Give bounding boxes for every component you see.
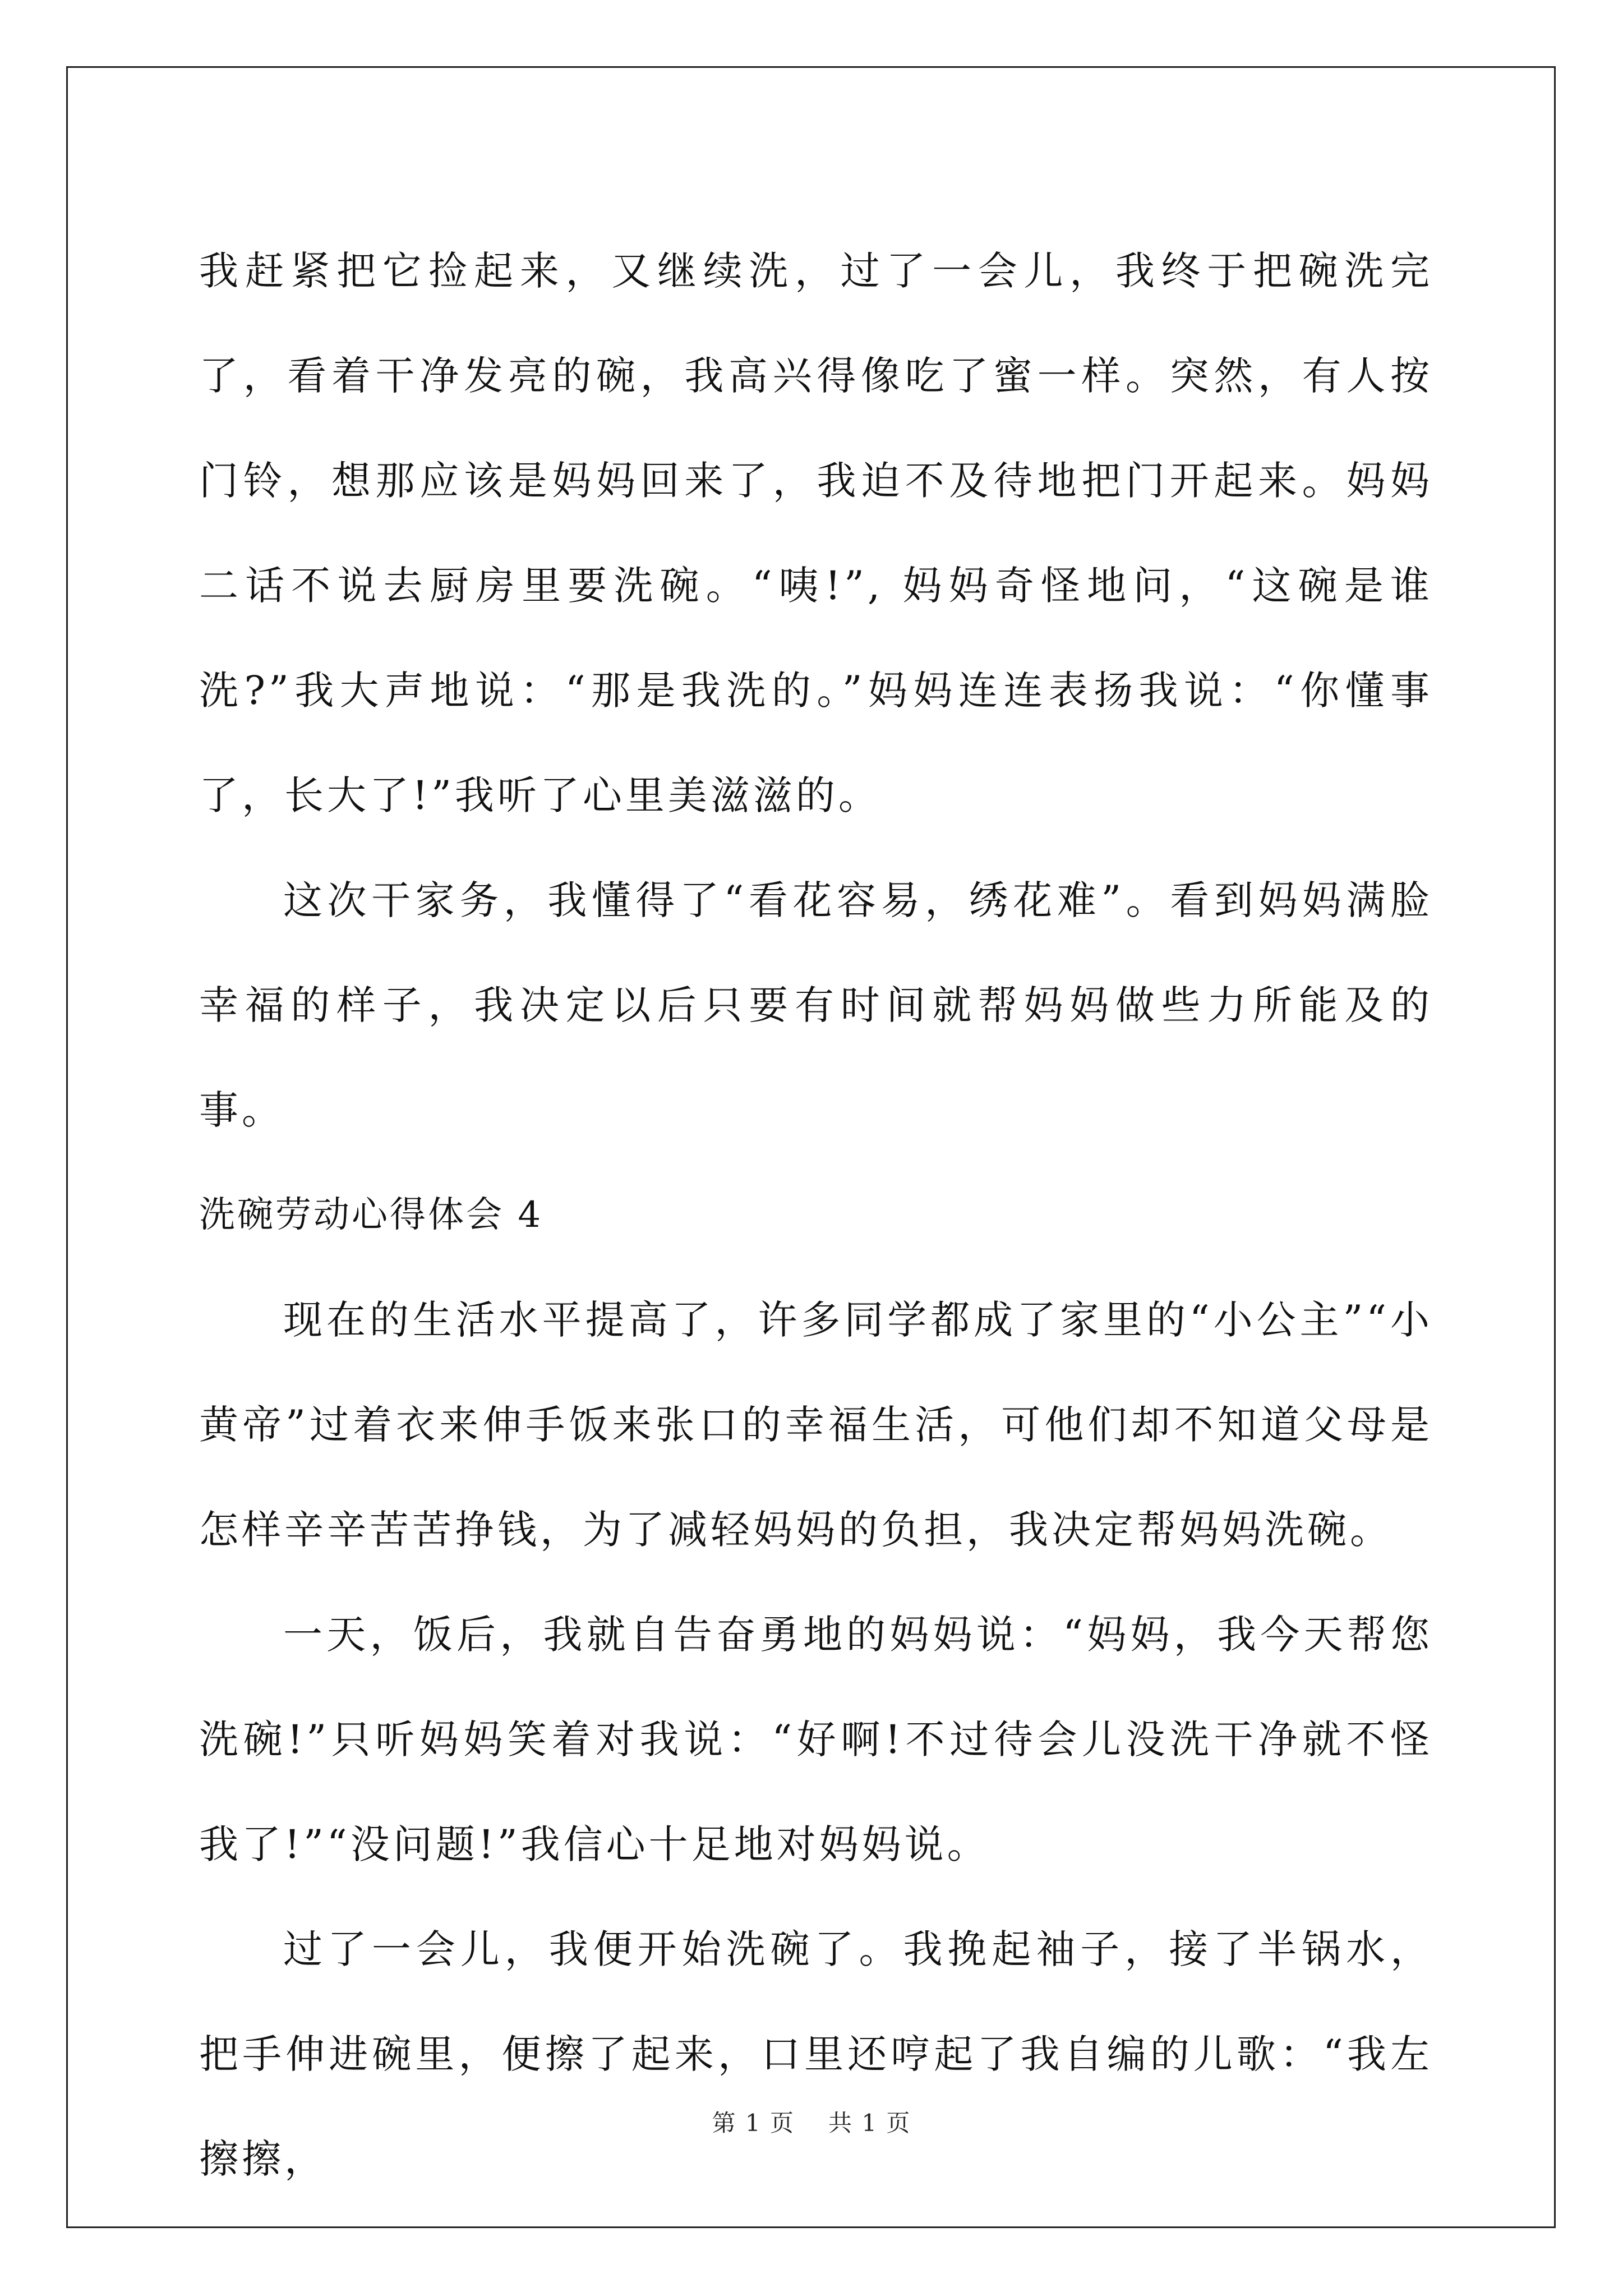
document-body xyxy=(199,219,1433,2212)
paragraph-dialogue: 一天，饭后，我就自告奋勇地的妈妈说：“妈妈，我今天帮您洗碗!”只听妈妈笑着对我说：“好啊!不过待会儿没洗干净就不怪我了!”“没问题!”我信心十足地对妈妈说。 xyxy=(199,1612,1433,1867)
section-heading: 洗碗劳动心得体会 4 xyxy=(199,1194,543,1236)
page-total: 共 1 页 xyxy=(828,2109,911,2137)
page-footer xyxy=(0,2105,1623,2138)
page-number: 第 1 页 xyxy=(712,2109,795,2137)
paragraph-reflection: 这次干家务，我懂得了“看花容易，绣花难”。看到妈妈满脸幸福的样子，我决定以后只要有时间就帮妈妈做些力所能及的事。 xyxy=(199,877,1433,1133)
paragraph-continuation: 我赶紧把它捡起来，又继续洗，过了一会儿，我终于把碗洗完了，看着干净发亮的碗，我高兴得像吃了蜜一样。突然，有人按门铃，想那应该是妈妈回来了，我迫不及待地把门开起来。妈妈二话不说去厨房里要洗碗。“咦!”, 妈妈奇怪地问，“这碗是谁洗?”我大声地说：“那是我洗的。”妈妈连连表扬我说：“你懂事了，长大了!”我听了心里美滋滋的。 xyxy=(199,248,1433,818)
paragraph-washing: 过了一会儿，我便开始洗碗了。我挽起袖子，接了半锅水，把手伸进碗里，便擦了起来，口里还哼起了我自编的儿歌：“我左擦擦， xyxy=(199,1926,1433,2182)
paragraph-intro: 现在的生活水平提高了，许多同学都成了家里的“小公主”“小黄帝”过着衣来伸手饭来张口的幸福生活，可他们却不知道父母是怎样辛辛苦苦挣钱，为了减轻妈妈的负担，我决定帮妈妈洗碗。 xyxy=(199,1297,1433,1553)
